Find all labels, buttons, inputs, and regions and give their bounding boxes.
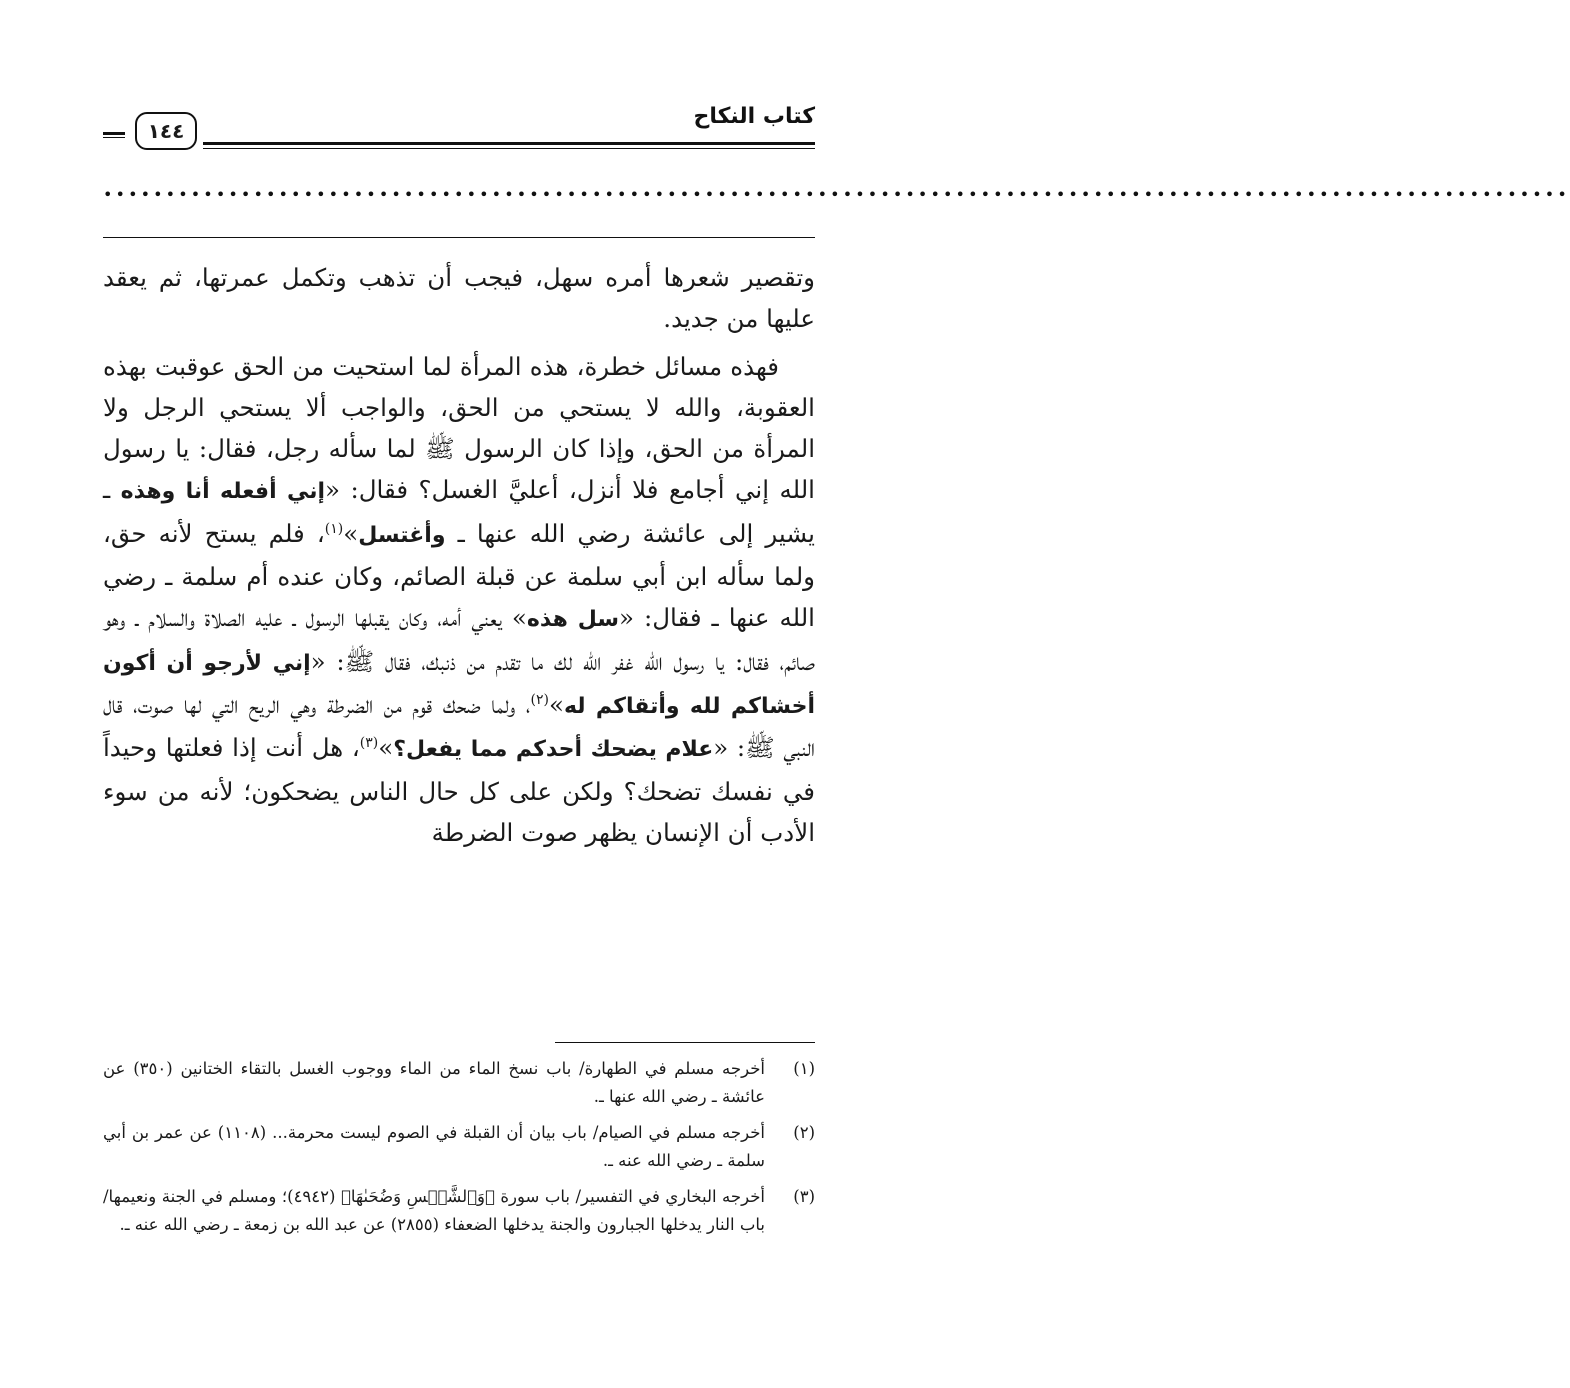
text-run: ـ يشير إلى عائشة رضي الله عنها ـ — [103, 475, 816, 548]
hadith-quote: إني لأرجو أن أكون أخشاكم لله وأتقاكم له — [103, 650, 815, 719]
footnote-text: أخرجه مسلم في الصيام/ باب بيان أن القبلة في الصوم ليست محرمة... (١١٠٨) عن عمر بن أبي سلمة ـ رضي الله عنه ـ. — [103, 1123, 765, 1170]
section-rule — [103, 237, 815, 238]
text-run: » يعني أمه، وكان يقبلها الرسول ـ عليه الصلاة والسلام ـ وهو صائم، فقال: يا رسول الله غفر الله لك ما تقدم من ذنبك، فقال ﷺ: « — [103, 603, 815, 676]
footnote-number: (١) — [793, 1059, 815, 1078]
footnote-text: أخرجه البخاري في التفسير/ باب سورة ﴿وَٱلشَّمۡسِ وَضُحَىٰهَا﴾ (٤٩٤٢)؛ ومسلم في الجنة ونعيمها/ باب النار يدخلها الجبارون والجنة يدخلها الضعفاء (٢٨٥٥) عن عبد الله بن زمعة ـ رضي الله عنه ـ. — [103, 1187, 765, 1234]
footnote — [103, 1119, 815, 1174]
text-run: ، فلم يستح لأنه حق، ولما سأله ابن أبي سلمة عن قبلة الصائم، وكان عنده أم سلمة ـ رضي الله عنها ـ فقال: « — [103, 518, 815, 633]
hadith-quote: إني أفعله أنا وهذه — [120, 479, 326, 505]
hadith-quote: وأغتسل — [358, 522, 446, 548]
footnote — [103, 1183, 815, 1238]
main-text — [103, 257, 815, 853]
text-run: ، هل أنت إذا فعلتها وحيداً في نفسك تضحك؟ ولكن على كل حال الناس يضحكون؛ لأنه من سوء الأدب أن الإنسان يظهر صوت الضرطة — [103, 733, 815, 847]
footnote — [103, 1055, 815, 1110]
text-run: » — [343, 518, 359, 548]
footnote-number: (٣) — [793, 1187, 815, 1206]
hadith-quote: علام يضحك أحدكم مما يفعل؟ — [393, 737, 714, 763]
dotted-separator: ••••••••••••••••••••••••••••••••••••••••••••••••••••••••••••••••••••••••••••••••••••••••••••••••••••••••••••••••••••• — [103, 185, 1570, 204]
footnotes — [103, 1055, 815, 1247]
page-number: ١٤٤ — [135, 112, 197, 150]
text-run: ، ولما ضحك قوم من الضرطة وهي الريح التي لها صوت، قال النبي ﷺ: « — [103, 689, 816, 763]
page-header — [103, 100, 815, 160]
footnote-ref: (٢) — [530, 691, 549, 708]
footnote-text: أخرجه مسلم في الطهارة/ باب نسخ الماء من الماء ووجوب الغسل بالتقاء الختانين (٣٥٠) عن عائشة ـ رضي الله عنها ـ. — [103, 1059, 765, 1106]
header-rule-thin — [203, 148, 815, 149]
paragraph-1: وتقصير شعرها أمره سهل، فيجب أن تذهب وتكمل عمرتها، ثم يعقد عليها من جديد. — [103, 263, 815, 334]
footnote-number: (٢) — [793, 1123, 815, 1142]
text-run: فهذه مسائل خطرة، هذه المرأة لما استحيت من الحق عوقبت بهذه العقوبة، والله لا يستحي من الحق، والواجب ألا يستحي الرجل ولا المرأة من الحق، وإذا كان الرسول ﷺ لما سأله رجل، فقال: يا رسول الله إني أجامع فلا أنزل، أعليَّ الغسل؟ فقال: « — [103, 351, 815, 505]
hadith-quote: سل هذه — [526, 607, 619, 633]
header-rule-thick — [203, 142, 815, 145]
footnote-ref: (٣) — [359, 735, 379, 752]
book-title: كتاب النكاح — [693, 104, 815, 129]
footnote-ref: (١) — [324, 520, 344, 537]
text-run: » — [378, 733, 394, 763]
text-run: » — [548, 689, 564, 719]
footnote-rule — [555, 1042, 815, 1043]
paragraph-2 — [103, 346, 815, 854]
